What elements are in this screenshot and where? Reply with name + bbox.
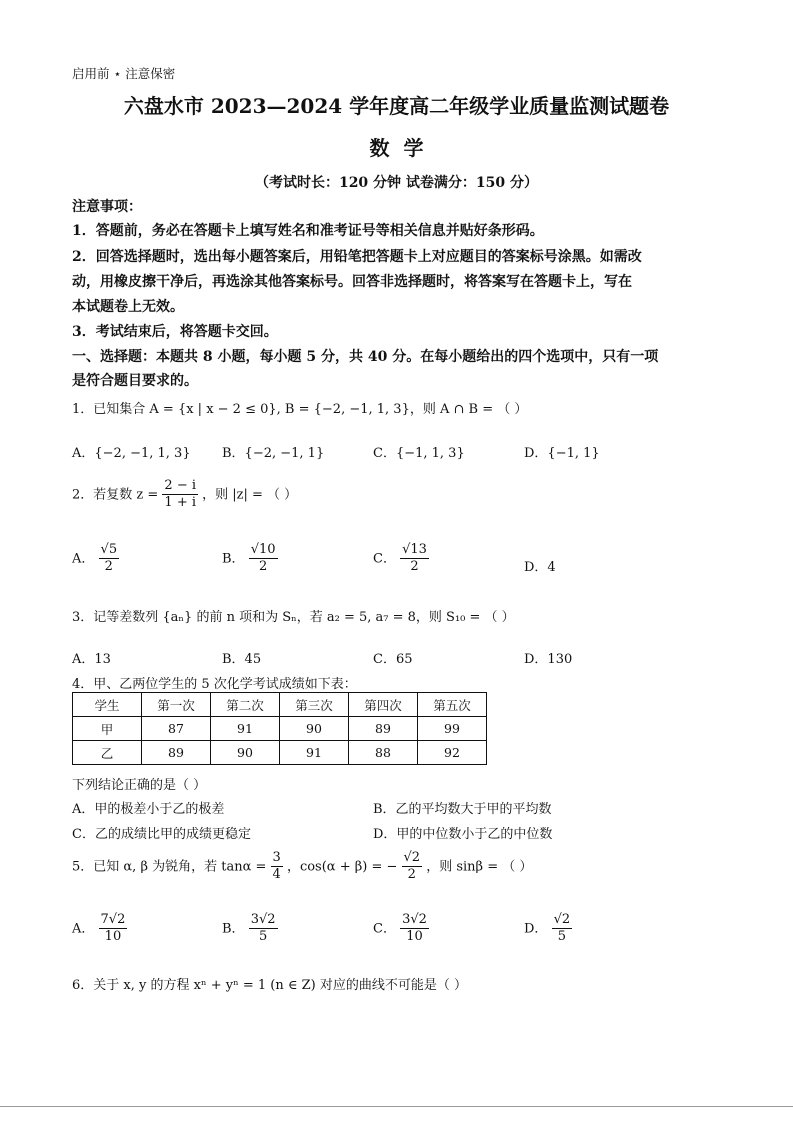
q5-option-b-num: 3√2 [249, 912, 278, 929]
section-1-line-2: 是符合题目要求的。 [72, 373, 198, 389]
q5-option-a-den: 10 [104, 929, 122, 945]
q2-option-c-fraction [400, 542, 429, 576]
q5-tan-fraction [271, 850, 283, 884]
table-header-cell: 第二次 [211, 693, 280, 717]
q3-option-d: D．130 [524, 652, 573, 667]
q2-stem-prefix: 2．若复数 z = [72, 487, 163, 503]
q5-stem-mid: ，cos(α + β) = − [286, 859, 398, 875]
q2-option-a-label: A． [72, 551, 95, 567]
q5-option-c-num: 3√2 [400, 912, 429, 929]
q5-option-d-num: √2 [552, 912, 573, 929]
q1-stem: 1．已知集合 A = {x | x − 2 ≤ 0}, B = {−2, −1, 1, 3}，则 A ∩ B = （ ） [72, 402, 528, 417]
table-cell: 甲 [73, 717, 142, 741]
q5-option-a [72, 912, 127, 946]
q2-option-c-num: √13 [400, 542, 429, 559]
table-cell: 乙 [73, 741, 142, 765]
q3-option-a: A．13 [72, 652, 111, 667]
table-cell: 90 [280, 717, 349, 741]
notice-item-1: 1．答题前，务必在答题卡上填写姓名和准考证号等相关信息并贴好条形码。 [72, 223, 544, 239]
q2-option-a [72, 542, 119, 576]
q5-option-d [524, 912, 572, 946]
scores-table [72, 692, 487, 765]
table-cell: 89 [142, 741, 211, 765]
q5-option-c-fraction [400, 912, 429, 946]
q5-option-a-num: 7√2 [99, 912, 128, 929]
q5-option-a-label: A． [72, 921, 95, 937]
notice-item-2-line-3: 本试题卷上无效。 [72, 299, 184, 315]
confidential-note: 启用前 ⋆ 注意保密 [72, 66, 176, 81]
q4-stem: 4．甲、乙两位学生的 5 次化学考试成绩如下表： [72, 677, 357, 692]
q2-option-a-den: 2 [104, 559, 113, 575]
table-header-cell: 第一次 [142, 693, 211, 717]
q5-option-d-label: D． [524, 921, 548, 937]
notice-item-3: 3．考试结束后，将答题卡交回。 [72, 324, 278, 340]
q1-option-b: B．{−2, −1, 1} [222, 446, 325, 461]
table-header-row [73, 693, 487, 717]
q4-option-b: B．乙的平均数大于甲的平均数 [373, 802, 552, 817]
q2-stem [72, 478, 297, 512]
q2-fraction [162, 478, 198, 512]
q5-option-c [373, 912, 429, 946]
q5-cos-fraction [402, 850, 423, 884]
q5-cos-den: 2 [407, 867, 416, 883]
q5-option-b [222, 912, 278, 946]
subject-title: 数学 [369, 136, 438, 160]
exam-title: 六盘水市 2023—2024 学年度高二年级学业质量监测试题卷 [123, 94, 670, 118]
q4-option-d: D．甲的中位数小于乙的中位数 [373, 827, 553, 842]
q5-tan-den: 4 [272, 867, 281, 883]
q2-option-b-num: √10 [249, 542, 278, 559]
q2-stem-suffix: ，则 |z| = （ ） [202, 487, 298, 503]
q5-option-c-den: 10 [406, 929, 423, 945]
q2-option-b [222, 542, 278, 576]
table-header-cell: 第四次 [349, 693, 418, 717]
q1-option-d: D．{−1, 1} [524, 446, 600, 461]
table-cell: 99 [418, 717, 487, 741]
notice-item-2-line-2: 动，用橡皮擦干净后，再选涂其他答案标号。回答非选择题时，将答案写在答题卡上，写在 [72, 274, 632, 290]
q2-option-c-den: 2 [410, 559, 419, 575]
table-row [73, 717, 487, 741]
q5-stem [72, 850, 532, 884]
page-bottom-divider [0, 1106, 793, 1107]
q5-option-a-fraction [99, 912, 128, 946]
table-header-cell: 第五次 [418, 693, 487, 717]
q5-option-b-den: 5 [258, 929, 268, 945]
q2-option-b-label: B． [222, 551, 245, 567]
q2-fraction-num: 2 − i [162, 478, 198, 495]
table-cell: 91 [211, 717, 280, 741]
q5-option-d-fraction [552, 912, 573, 946]
q5-option-c-label: C． [373, 921, 396, 937]
q2-option-c [373, 542, 429, 576]
table-header-cell: 第三次 [280, 693, 349, 717]
table-cell: 92 [418, 741, 487, 765]
q5-option-d-den: 5 [557, 929, 566, 945]
q4-option-c: C．乙的成绩比甲的成绩更稳定 [72, 827, 251, 842]
q1-option-c: C．{−1, 1, 3} [373, 446, 465, 461]
q5-option-b-label: B． [222, 921, 245, 937]
notice-heading: 注意事项： [72, 199, 142, 215]
q5-option-b-fraction [249, 912, 278, 946]
exam-info: （考试时长：120 分钟 试卷满分：150 分） [254, 175, 539, 191]
q6-stem: 6．关于 x, y 的方程 xⁿ + yⁿ = 1 (n ∈ Z) 对应的曲线不可能是（ ） [72, 978, 467, 993]
q5-stem-prefix: 5．已知 α, β 为锐角，若 tanα = [72, 859, 271, 875]
q5-cos-num: √2 [402, 850, 423, 867]
q4-option-a: A．甲的极差小于乙的极差 [72, 802, 225, 817]
table-cell: 90 [211, 741, 280, 765]
section-1-line-1: 一、选择题：本题共 8 小题，每小题 5 分，共 40 分。在每小题给出的四个选项中，只有一项 [72, 349, 659, 365]
q2-fraction-den: 1 + i [164, 495, 197, 511]
table-cell: 91 [280, 741, 349, 765]
q2-option-c-label: C． [373, 551, 396, 567]
q3-option-c: C．65 [373, 652, 413, 667]
table-row [73, 741, 487, 765]
q3-stem: 3．记等差数列 {aₙ} 的前 n 项和为 Sₙ，若 a₂ = 5, a₇ = 8，则 S₁₀ = （ ） [72, 610, 515, 625]
q5-stem-suffix: ，则 sinβ = （ ） [426, 859, 533, 875]
q1-option-a: A．{−2, −1, 1, 3} [72, 446, 191, 461]
q4-question: 下列结论正确的是（ ） [72, 778, 207, 793]
q2-option-d: D．4 [524, 560, 556, 575]
table-cell: 89 [349, 717, 418, 741]
q2-option-b-fraction [249, 542, 278, 576]
table-header-cell: 学生 [73, 693, 142, 717]
table-cell: 87 [142, 717, 211, 741]
table-cell: 88 [349, 741, 418, 765]
notice-item-2-line-1: 2．回答选择题时，选出每小题答案后，用铅笔把答题卡上对应题目的答案标号涂黑。如需改 [72, 249, 642, 265]
q2-option-b-den: 2 [258, 559, 268, 575]
q3-option-b: B．45 [222, 652, 262, 667]
q2-option-a-num: √5 [99, 542, 120, 559]
q2-option-a-fraction [99, 542, 120, 576]
q5-tan-num: 3 [271, 850, 283, 867]
